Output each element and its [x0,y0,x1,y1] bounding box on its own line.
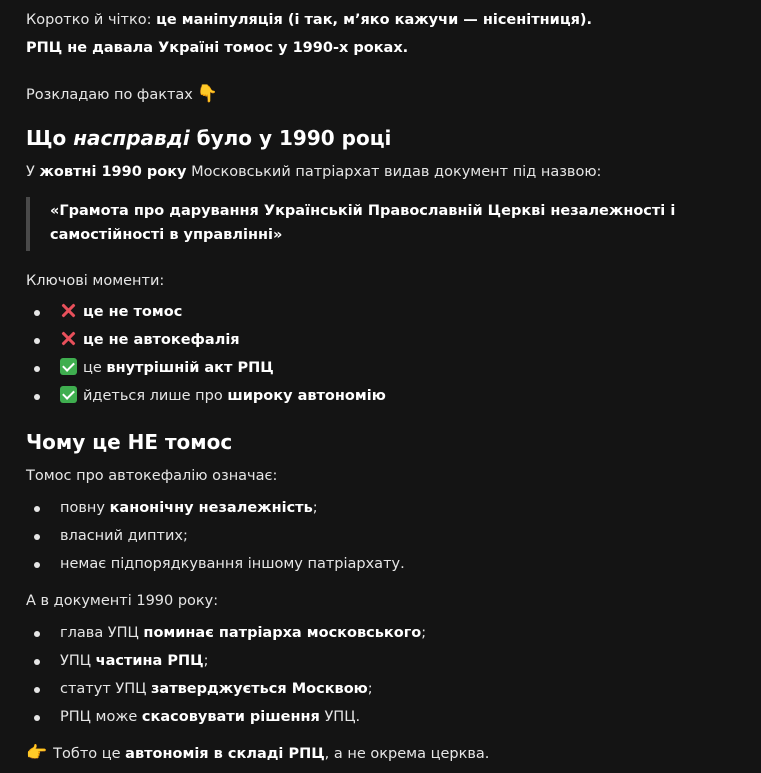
blockquote: «Грамота про дарування Українській Православній Церкві незалежності і самостійності в управлінні» [26,197,731,251]
intro-line-2: РПЦ не давала Україні томос у 1990-х роках. [26,40,409,56]
cross-mark-icon [60,302,77,319]
section-heading-1: Що насправді було у 1990 році [26,126,392,150]
list-item: повну канонічну незалежність; [30,494,405,522]
conclusion-line: 👉 Тобто це автономія в складі РПЦ, а не окрема церква. [26,741,489,766]
list-item: РПЦ може скасовувати рішення УПЦ. [30,703,426,731]
intro-line-1: Коротко й чітко: це маніпуляція (і так, м’яко кажучи — нісенітниця). [26,12,593,28]
tomos-list [30,494,405,578]
list-item: йдеться лише про широку автономію [30,382,386,410]
section2-paragraph-2: А в документі 1990 року: [26,593,219,609]
pointing-right-icon: 👉 [26,743,48,763]
section1-paragraph: У жовтні 1990 року Московський патріархат видав документ під назвою: [26,164,602,180]
list-item: глава УПЦ поминає патріарха московського; [30,619,426,647]
pointing-down-icon: 👇 [196,84,219,104]
list-item: статут УПЦ затверджується Москвою; [30,675,426,703]
list-item: це не томос [30,298,386,326]
section2-paragraph-1: Томос про автокефалію означає: [26,468,278,484]
list-item: немає підпорядкування іншому патріархату. [30,550,405,578]
document-1990-list [30,619,426,731]
check-mark-icon [60,386,77,403]
section-heading-2: Чому це НЕ томос [26,430,233,454]
key-points-label: Ключові моменти: [26,273,165,289]
list-item: це не автокефалія [30,326,386,354]
list-item: власний диптих; [30,522,405,550]
list-item: це внутрішній акт РПЦ [30,354,386,382]
intro-line-3: Розкладаю по фактах 👇 [26,82,218,107]
key-points-list [30,298,386,410]
cross-mark-icon [60,330,77,347]
list-item: УПЦ частина РПЦ; [30,647,426,675]
check-mark-icon [60,358,77,375]
